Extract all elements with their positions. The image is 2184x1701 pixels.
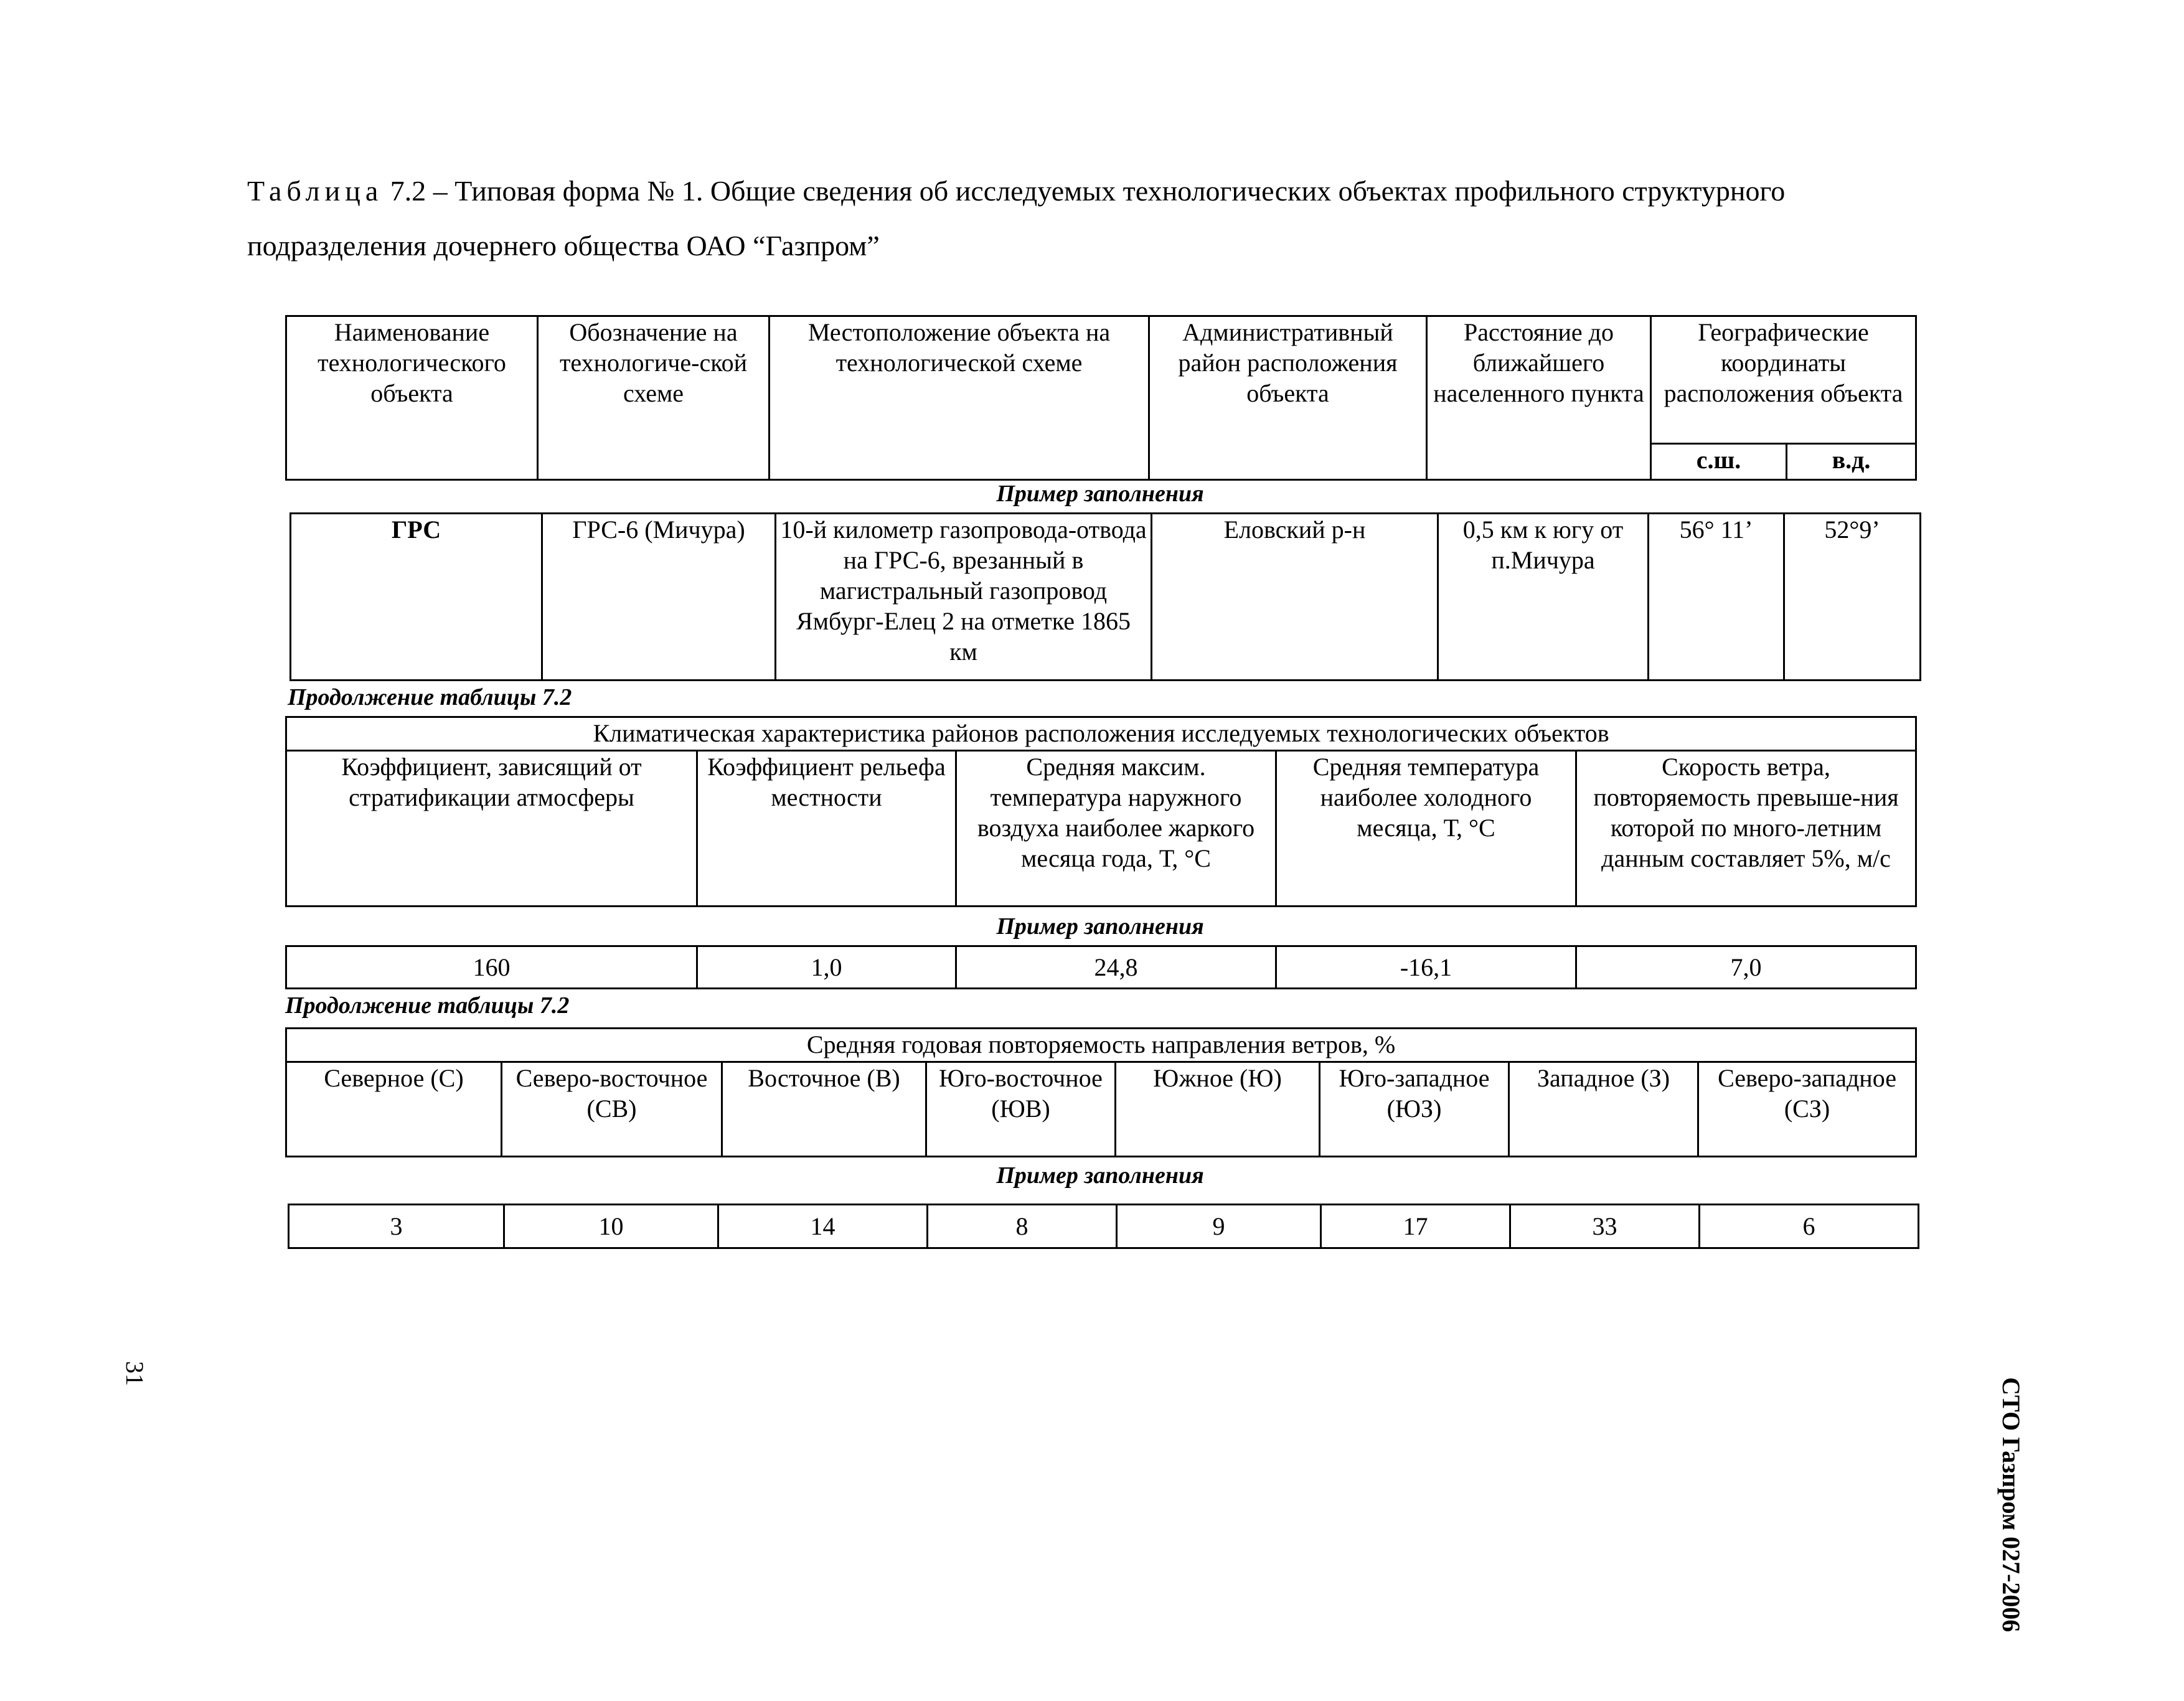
t2-head-wind: Скорость ветра, повторяемость превыше-ния которой по много-летним данным составляет 5%, м/с: [1576, 751, 1916, 907]
t3-head-se: Юго-восточное (ЮВ): [926, 1062, 1116, 1157]
t2-head-stratification: Коэффициент, зависящий от стратификации атмосферы: [286, 751, 697, 907]
table3-example-row: [288, 1204, 1919, 1249]
t1-cell-designation: ГРС-6 (Мичура): [542, 514, 776, 681]
t1-head-designation: Обозначение на технологиче-ской схеме: [538, 316, 770, 480]
t3-cell-se: 8: [928, 1205, 1117, 1248]
t2-continuation: Продолжение таблицы 7.2: [288, 684, 572, 710]
t1-cell-lon: 52°9’: [1784, 514, 1921, 681]
t1-head-lon: в.д.: [1787, 444, 1916, 480]
t3-head-sw: Юго-западное (ЮЗ): [1320, 1062, 1509, 1157]
t1-head-coordinates: Географические координаты расположения объекта: [1651, 316, 1916, 444]
t3-example-label: Пример заполнения: [996, 1162, 1204, 1189]
t1-head-distance: Расстояние до ближайшего населенного пункта: [1427, 316, 1651, 480]
t2-head-relief: Коэффициент рельефа местности: [697, 751, 956, 907]
t1-head-lat: с.ш.: [1651, 444, 1787, 480]
t2-cell-stratification: 160: [286, 946, 697, 989]
t3-cell-n: 3: [289, 1205, 504, 1248]
t2-cell-max-temp: 24,8: [956, 946, 1276, 989]
t1-cell-distance: 0,5 км к югу от п.Мичура: [1438, 514, 1649, 681]
table3-header: [285, 1027, 1917, 1157]
t3-title: Средняя годовая повторяемость направления ветров, %: [286, 1029, 1916, 1062]
t1-head-name: Наименование технологического объекта: [286, 316, 538, 480]
t3-cell-ne: 10: [504, 1205, 718, 1248]
t3-cell-w: 33: [1510, 1205, 1700, 1248]
t3-head-w: Западное (З): [1509, 1062, 1698, 1157]
t3-head-s: Южное (Ю): [1116, 1062, 1320, 1157]
caption-label: Таблица: [247, 175, 384, 207]
table1-header: [285, 315, 1917, 481]
t3-head-e: Восточное (В): [722, 1062, 926, 1157]
t3-cell-s: 9: [1117, 1205, 1321, 1248]
t3-head-nw: Северо-западное (СЗ): [1698, 1062, 1916, 1157]
t2-cell-relief: 1,0: [697, 946, 956, 989]
t1-example-label: Пример заполнения: [996, 481, 1204, 507]
t3-head-n: Северное (С): [286, 1062, 502, 1157]
table2-header: [285, 716, 1917, 907]
table-caption: [247, 164, 1990, 219]
page-number: 31: [121, 1361, 149, 1386]
table1-example-row: [289, 512, 1921, 681]
caption-text: 7.2 – Типовая форма № 1. Общие сведения об исследуемых технологических объектах профильного структурного: [383, 175, 1786, 207]
t1-cell-lat: 56° 11’: [1649, 514, 1784, 681]
table2-example-row: [285, 945, 1917, 989]
t3-head-ne: Северо-восточное (СВ): [502, 1062, 722, 1157]
t2-example-label: Пример заполнения: [996, 913, 1204, 940]
t3-cell-e: 14: [718, 1205, 928, 1248]
t3-cell-sw: 17: [1321, 1205, 1510, 1248]
t3-continuation: Продолжение таблицы 7.2: [285, 992, 570, 1019]
t2-cell-min-temp: -16,1: [1276, 946, 1576, 989]
t2-head-min-temp: Средняя температура наиболее холодного месяца, Т, °С: [1276, 751, 1576, 907]
t2-title: Климатическая характеристика районов расположения исследуемых технологических объектов: [286, 717, 1916, 751]
t1-head-district: Административный район расположения объекта: [1149, 316, 1427, 480]
t1-head-location: Местоположение объекта на технологической схеме: [770, 316, 1149, 480]
table-caption-line2: подразделения дочернего общества ОАО “Газпром”: [247, 230, 880, 262]
t1-cell-location: 10-й километр газопровода-отвода на ГРС-6, врезанный в магистральный газопровод Ямбург-Елец 2 на отметке 1865 км: [776, 514, 1152, 681]
t2-cell-wind: 7,0: [1576, 946, 1916, 989]
t2-head-max-temp: Средняя максим. температура наружного воздуха наиболее жаркого месяца года, Т, °С: [956, 751, 1276, 907]
t1-cell-district: Еловский р-н: [1152, 514, 1438, 681]
side-header: СТО Газпром 027-2006: [1997, 1377, 2025, 1633]
t1-cell-name: ГРС: [291, 514, 542, 681]
t3-cell-nw: 6: [1700, 1205, 1919, 1248]
